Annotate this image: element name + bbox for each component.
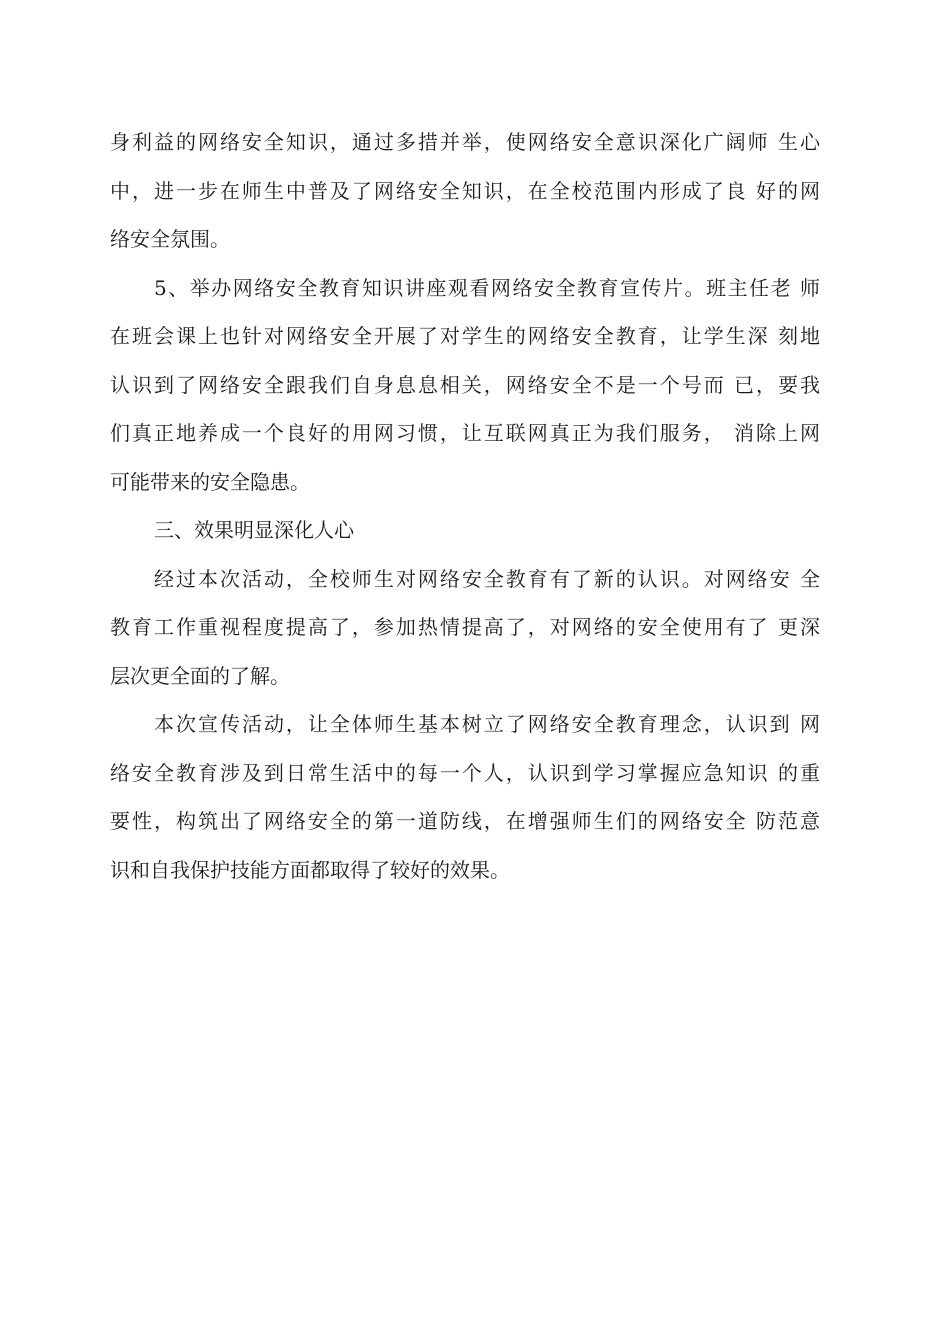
paragraph-4-line-4: 识和自我保护技能方面都取得了较好的效果。 xyxy=(110,857,510,882)
paragraph-3-line-2: 教育工作重视程度提高了，参加热情提高了，对网络的安全使用有了 更深 xyxy=(110,615,820,639)
paragraph-1-line-1: 身利益的网络安全知识，通过多措并举，使网络安全意识深化广阔师 生心 xyxy=(110,130,820,154)
section-heading: 三、效果明显深化人心 xyxy=(154,518,354,542)
paragraph-3-line-1: 经过本次活动，全校师生对网络安全教育有了新的认识。对网络安 全 xyxy=(154,566,820,591)
paragraph-2-line-2: 在班会课上也针对网络安全开展了对学生的网络安全教育，让学生深 刻地 xyxy=(110,324,820,348)
paragraph-4-line-2: 络安全教育涉及到日常生活中的每一个人，认识到学习掌握应急知识 的重 xyxy=(110,760,820,785)
paragraph-4-line-1: 本次宣传活动，让全体师生基本树立了网络安全教育理念，认识到 网 xyxy=(154,712,820,736)
paragraph-1-line-2: 中，进一步在师生中普及了网络安全知识，在全校范围内形成了良 好的网 xyxy=(110,178,820,203)
paragraph-3-line-3: 层次更全面的了解。 xyxy=(110,663,290,688)
paragraph-1-line-3: 络安全氛围。 xyxy=(110,227,230,251)
paragraph-2-line-4: 们真正地养成一个良好的用网习惯，让互联网真正为我们服务， 消除上网 xyxy=(110,421,820,445)
paragraph-2-line-1: 5、举办网络安全教育知识讲座观看网络安全教育宣传片。班主任老 师 xyxy=(154,275,820,300)
paragraph-2-line-5: 可能带来的安全隐患。 xyxy=(110,469,310,494)
paragraph-4-line-3: 要性，构筑出了网络安全的第一道防线，在增强师生们的网络安全 防范意 xyxy=(110,809,820,833)
document-body xyxy=(110,118,820,894)
paragraph-2-line-3: 认识到了网络安全跟我们自身息息相关，网络安全不是一个号而 已，要我 xyxy=(110,372,820,397)
